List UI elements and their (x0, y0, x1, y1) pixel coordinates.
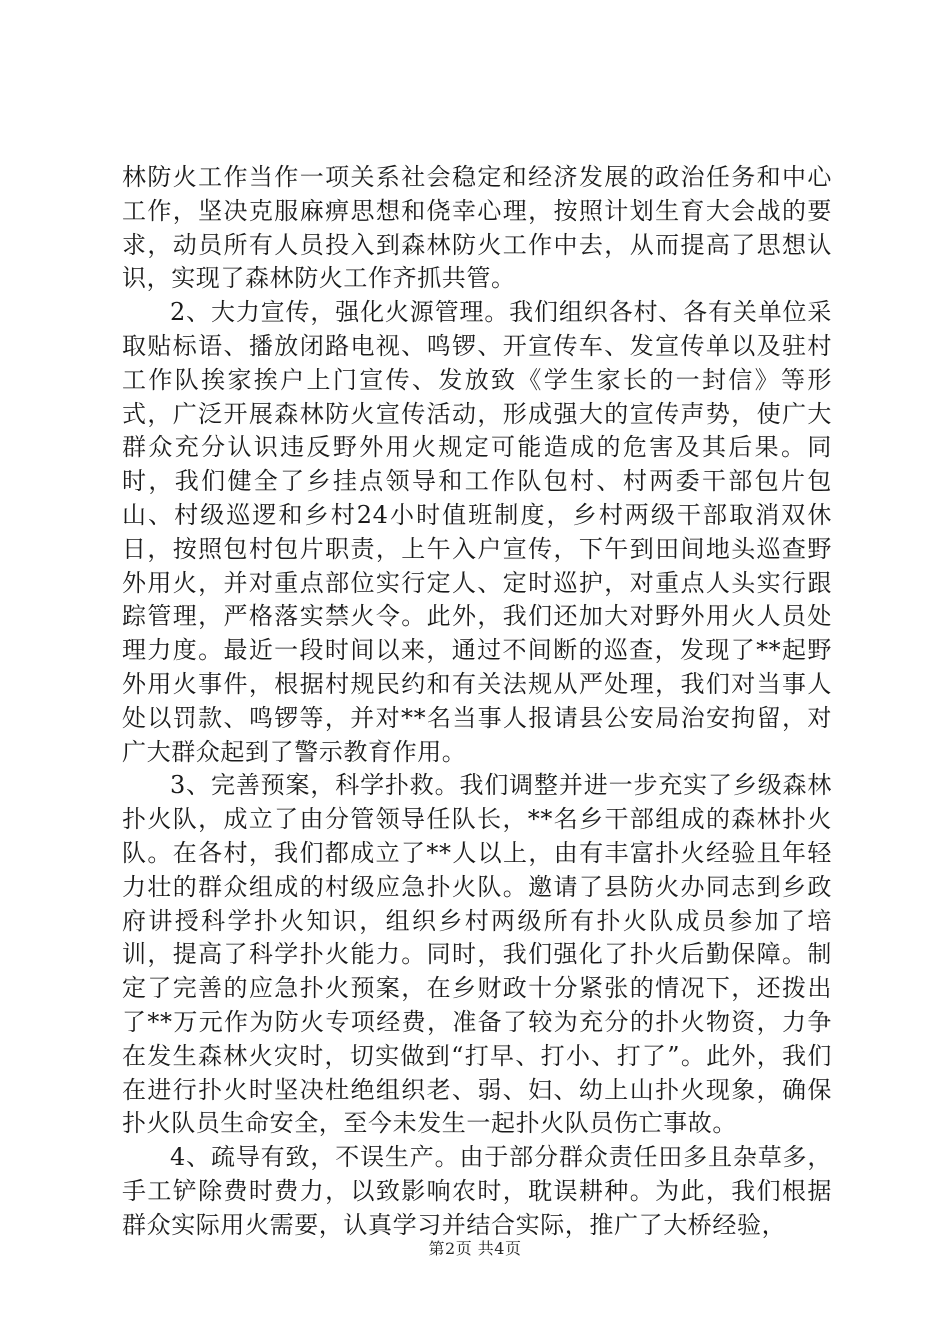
paragraph-item-3: 3、完善预案，科学扑救。我们调整并进一步充实了乡级森林扑火队，成立了由分管领导任队长，**名乡干部组成的森林扑火队。在各村，我们都成立了**人以上，由有丰富扑火经验且年轻力壮的群众组成的村级应急扑火队。邀请了县防火办同志到乡政府讲授科学扑火知识，组织乡村两级所有扑火队成员参加了培训，提高了科学扑火能力。同时，我们强化了扑火后勤保障。制定了完善的应急扑火预案，在乡财政十分紧张的情况下，还拨出了**万元作为防火专项经费，准备了较为充分的扑火物资，力争在发生森林火灾时，切实做到“打早、打小、打了”。此外，我们在进行扑火时坚决杜绝组织老、弱、妇、幼上山扑火现象，确保扑火队员生命安全，至今未发生一起扑火队员伤亡事故。 (122, 771, 832, 1138)
paragraph-continuation: 林防火工作当作一项关系社会稳定和经济发展的政治任务和中心工作，坚决克服麻痹思想和侥幸心理，按照计划生育大会战的要求，动员所有人员投入到森林防火工作中去，从而提高了思想认识，实现了森林防火工作齐抓共管。 (122, 163, 832, 293)
paragraph-item-2: 2、大力宣传，强化火源管理。我们组织各村、各有关单位采取贴标语、播放闭路电视、鸣锣、开宣传车、发宣传单以及驻村工作队挨家挨户上门宣传、发放致《学生家长的一封信》等形式，广泛开展森林防火宣传活动，形成强大的宣传声势，使广大群众充分认识违反野外用火规定可能造成的危害及其后果。同时，我们健全了乡挂点领导和工作队包村、村两委干部包片包山、村级巡逻和乡村24小时值班制度，乡村两级干部取消双休日，按照包村包片职责，上午入户宣传，下午到田间地头巡查野外用火，并对重点部位实行定人、定时巡护，对重点人头实行跟踪管理，严格落实禁火令。此外，我们还加大对野外用火人员处理力度。最近一段时间以来，通过不间断的巡查，发现了**起野外用火事件，根据村规民约和有关法规从严处理，我们对当事人处以罚款、鸣锣等，并对**名当事人报请县公安局治安拘留，对广大群众起到了警示教育作用。 (122, 298, 832, 766)
document-body (122, 161, 832, 1243)
page-number-footer: 第2页 共4页 (428, 1239, 522, 1258)
paragraph-item-4: 4、疏导有致，不误生产。由于部分群众责任田多且杂草多，手工铲除费时费力，以致影响农时，耽误耕种。为此，我们根据群众实际用火需要，认真学习并结合实际，推广了大桥经验， (122, 1143, 832, 1239)
